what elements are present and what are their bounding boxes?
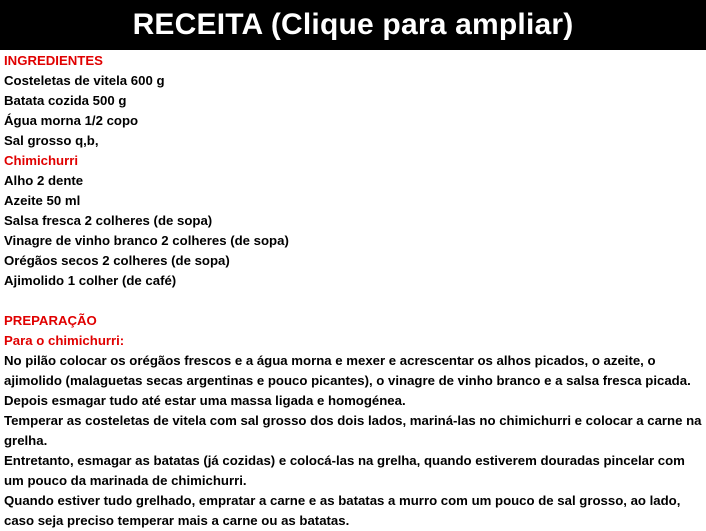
ingredient-item: Batata cozida 500 g [4,93,127,108]
preparation-step: No pilão colocar os orégãos frescos e a água morna e mexer e acrescentar os alhos picados, o azeite, o ajimolido (malaguetas secas argentinas e pouco picantes), o vinagre de vinho branco e a salsa fresca picada. Depois esmagar tudo até estar uma massa ligada e homogénea. [4,353,691,408]
chimichurri-item: Vinagre de vinho branco 2 colheres (de sopa) [4,233,289,248]
ingredient-item: Água morna 1/2 copo [4,113,139,128]
ingredient-item: Sal grosso q,b, [4,133,99,148]
preparation-subheading: Para o chimichurri: [4,333,125,348]
preparation-step: Entretanto, esmagar as batatas (já cozidas) e colocá-las na grelha, quando estiverem douradas pincelar com um pouco da marinada de chimichurri. [4,453,685,488]
chimichurri-item: Alho 2 dente [4,173,84,188]
preparation-heading: PREPARAÇÃO [4,313,97,328]
preparation-step: Temperar as costeletas de vitela com sal grosso dos dois lados, mariná-las no chimichurri e colocar a carne na grelha. [4,413,702,448]
chimichurri-item: Azeite 50 ml [4,193,81,208]
chimichurri-item: Salsa fresca 2 colheres (de sopa) [4,213,213,228]
preparation-step: Quando estiver tudo grelhado, empratar a carne e as batatas a murro com um pouco de sal grosso, ao lado, caso seja preciso temperar mais a carne ou as batatas. [4,493,681,528]
ingredients-heading: INGREDIENTES [4,53,103,68]
chimichurri-item: Orégãos secos 2 colheres (de sopa) [4,253,230,268]
chimichurri-item: Ajimolido 1 colher (de café) [4,273,177,288]
recipe-body [0,50,706,531]
chimichurri-heading: Chimichurri [4,153,79,168]
recipe-title[interactable]: RECEITA (Clique para ampliar) [0,0,706,50]
spacer [4,291,702,311]
ingredient-item: Costeletas de vitela 600 g [4,73,165,88]
